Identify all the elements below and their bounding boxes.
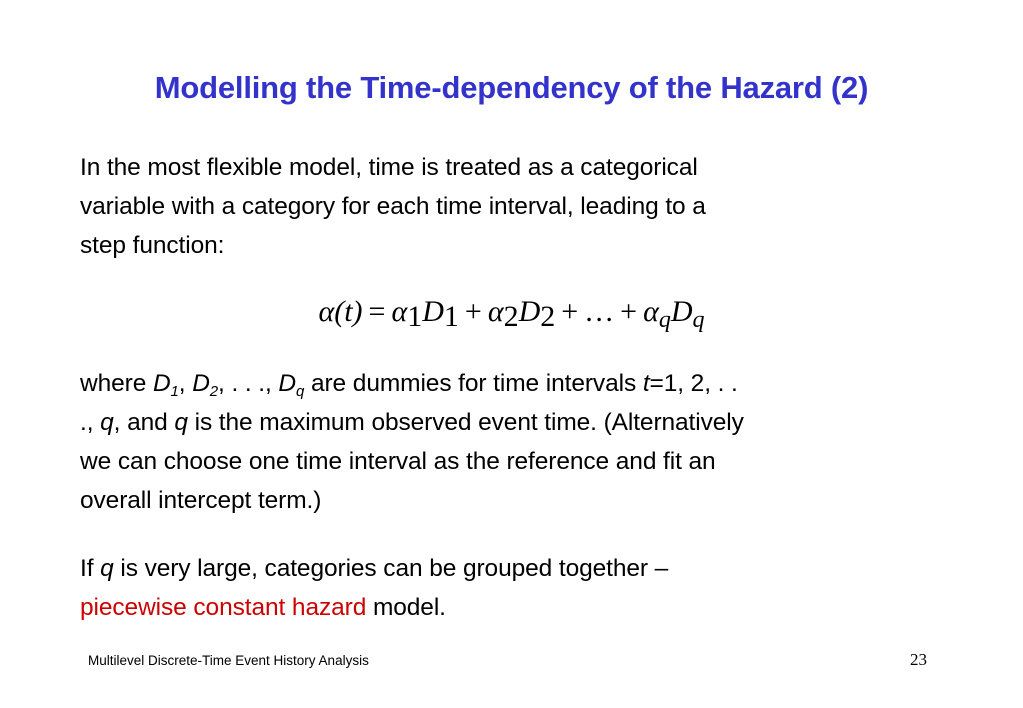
sub-1: 1 [170,383,179,400]
equation-d-q: D [670,295,693,328]
sub-q: q [296,383,305,400]
page-number: 23 [910,650,927,669]
equation-equals: = [368,295,386,328]
var-q-3: q [100,555,114,582]
equation-ellipsis: … [584,295,615,328]
equation-d-1: D [422,295,444,328]
intro-line-2: variable with a category for each time interval, leading to a [80,193,706,220]
equation-plus-2: + [561,295,579,328]
grouping-line-2 [80,588,980,627]
intro-paragraph [80,148,980,265]
equation-plus-3: + [620,295,638,328]
text-model: model. [366,594,446,621]
grouping-paragraph [80,549,980,627]
definitions-line-4: overall intercept term.) [80,487,322,514]
highlight-piecewise-constant-hazard: piecewise constant hazard [80,594,367,621]
text-ellipsis: , . . ., [218,370,279,397]
footer-title: Multilevel Discrete-Time Event History Analysis [88,653,369,668]
text-where: where [80,370,153,397]
sub-2: 2 [209,383,219,400]
equation-plus-1: + [464,295,482,328]
var-q-1: q [100,409,114,436]
step-function-equation [0,292,1023,340]
equation-lhs: α(t) [318,295,363,328]
text-if: If [80,555,101,582]
var-t: t [642,370,650,397]
text-dummies: are dummies for time intervals [304,370,643,397]
text-line2-start: ., [80,409,101,436]
definitions-line-1 [80,364,980,403]
text-and: , and [113,409,175,436]
text-t-values: =1, 2, . . [649,370,738,397]
definitions-paragraph [80,364,980,520]
var-d2: D [192,370,210,397]
definitions-line-2 [80,403,980,442]
equation-alpha-2: α [487,295,504,328]
equation-sub-2: 2 [503,300,519,333]
equation-alpha-q: α [643,295,659,328]
var-dq: D [278,370,297,397]
text-comma: , [178,370,193,397]
definitions-line-3: we can choose one time interval as the reference and fit an [80,448,716,475]
var-d1: D [152,370,171,397]
text-grouping-rest: is very large, categories can be grouped together – [113,555,669,582]
grouping-line-1 [80,549,980,588]
equation-alpha-1: α [391,295,408,328]
slide-title: Modelling the Time-dependency of the Hazard (2) [154,70,869,105]
equation-sub-q: q [658,307,671,333]
equation-d-2: D [518,295,541,328]
equation-d-sub-2: 2 [540,300,556,333]
equation-d-sub-1: 1 [443,300,459,333]
var-q-2: q [174,409,188,436]
intro-line-1: In the most flexible model, time is treated as a categorical [80,154,698,181]
intro-line-3: step function: [80,232,225,259]
text-is-max: is the maximum observed event time. (Alternatively [187,409,744,436]
equation-d-sub-q: q [692,307,705,333]
equation-sub-1: 1 [407,300,423,333]
